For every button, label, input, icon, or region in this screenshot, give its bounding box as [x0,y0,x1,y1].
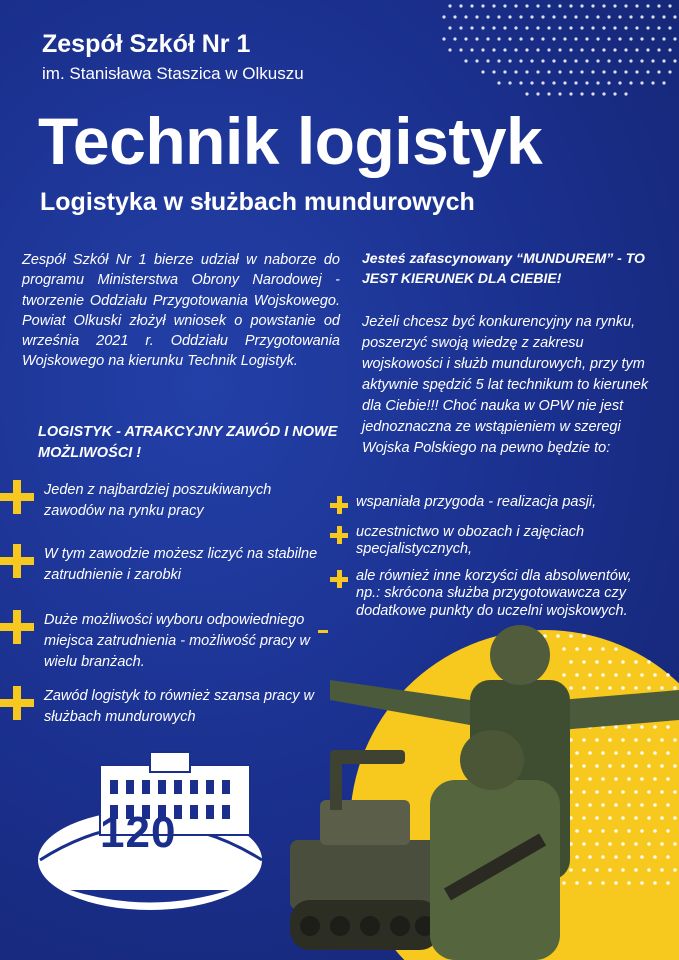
dot-pattern-top [429,0,679,110]
page-title: Technik logistyk [38,104,543,178]
list-item [330,494,656,514]
list-item-text: W tym zawodzie możesz liczyć na stabilne zatrudnienie i zarobki [44,546,318,584]
list-item [0,480,334,522]
list-item-text: ale również inne korzyści dla absolwentów, np.: skrócona służba przygotowawcza czy dodatkowe punkty do uczelni wojskowych. [356,568,632,619]
right-paragraph: Jeżeli chcesz być konkurencyjny na rynku, poszerzyć swoją wiedzę z zakresu wojskowości i służb mundurowych, przy tym aktywnie spędzić 5 lat technikum to kierunek dla Ciebie!!! Choć nauka w OPW nie jest jednoznaczna ze wstąpieniem w szeregi Wojska Polskiego na pewno będzie to: [362,314,649,457]
intro-paragraph: Zespół Szkół Nr 1 bierze udział w naborze do programu Ministerstwa Obrony Narodowej - tworzenie Oddziału Przygotowania Wojskowego. Powiat Olkuski złożył wniosek o powstanie od września 2021 r. Oddziału Przygotowania Wojskowego na kierunku Technik Logistyk. [22,252,340,370]
right-heading: Jesteś zafascynowany “MUNDUREM” - TO JEST KIERUNEK DLA CIEBIE! [362,250,645,287]
plus-icon [330,526,348,544]
plus-icon [330,496,348,514]
list-item-text: Duże możliwości wyboru odpowiedniego miejsca zatrudnienia - możliwość pracy w wielu branżach. [44,612,310,671]
list-item-text: Jeden z najbardziej poszukiwanych zawodów na rynku pracy [44,482,272,520]
list-item [330,524,656,559]
plus-icon [330,570,348,588]
badge-number: 120 [100,808,177,857]
plus-icon [0,544,34,578]
list-item [0,544,334,586]
section-heading: LOGISTYK - ATRAKCYJNY ZAWÓD I NOWE MOŻLIWOŚCI ! [38,424,338,462]
list-item-text: Zawód logistyk to również szansa pracy w służbach mundurowych [44,688,314,726]
badge-label: LAT [120,876,147,892]
page-subtitle: Logistyka w służbach mundurowych [40,188,475,216]
school-patron: im. Stanisława Staszica w Olkuszu [42,64,304,83]
plus-decor [318,630,328,633]
list-item-text: uczestnictwo w obozach i zajęciach specjalistycznych, [356,524,585,558]
list-item-text: wspaniała przygoda - realizacja pasji, [356,494,597,510]
school-name: Zespół Szkół Nr 1 [42,30,251,58]
plus-icon [0,480,34,514]
